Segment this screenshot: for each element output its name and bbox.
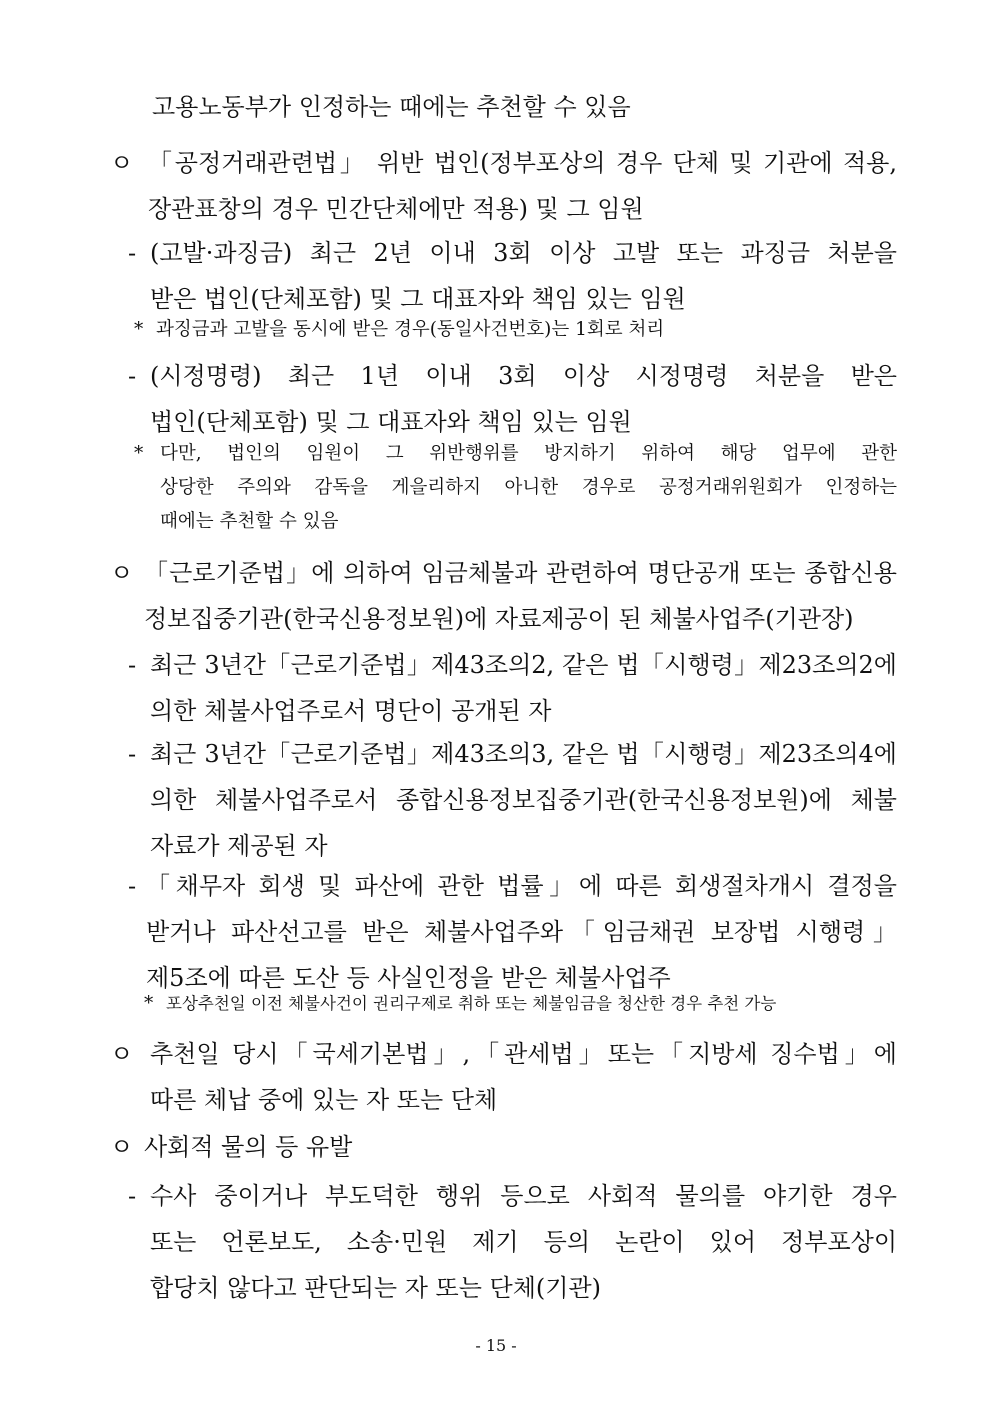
asterisk-marker: *	[134, 319, 144, 340]
dash-text: (고발·과징금) 최근 2년 이내 3회 이상 고발 또는 과징금 처분을 받은 법인(단체포함) 및 그 대표자와 책임 있는 임원	[150, 239, 897, 313]
page-number: - 15 -	[475, 1336, 517, 1355]
bullet-text: 추천일 당시「국세기본법」,「관세법」또는「지방세 징수법」에 따른 체납 중에 있는 자 또는 단체	[150, 1040, 897, 1114]
bullet-text: 「근로기준법」에 의하여 임금체불과 관련하여 명단공개 또는 종합신용 정보집중기관(한국신용정보원)에 자료제공이 된 체불사업주(기관장)	[144, 559, 897, 633]
dash-text: 최근 3년간「근로기준법」제43조의2, 같은 법「시행령」제23조의2에 의한 체불사업주로서 명단이 공개된 자	[150, 651, 897, 725]
dash-marker: -	[128, 872, 137, 900]
dash-item-correction-order	[128, 353, 897, 445]
note-item	[144, 987, 897, 1021]
bullet-item-labor-standards	[110, 550, 897, 642]
circle-bullet: ㅇ	[110, 149, 134, 177]
circle-bullet: ㅇ	[110, 559, 134, 587]
dash-marker: -	[128, 740, 137, 768]
bullet-text: 사회적 물의 등 유발	[144, 1133, 353, 1161]
bullet-item-fair-trade	[110, 140, 897, 232]
dash-text: (시정명령) 최근 1년 이내 3회 이상 시정명령 처분을 받은 법인(단체포함) 및 그 대표자와 책임 있는 임원	[150, 362, 897, 436]
dash-text: 「채무자 회생 및 파산에 관한 법률」에 따른 회생절차개시 결정을 받거나 파산선고를 받은 체불사업주와「임금채권 보장법 시행령」 제5조에 따른 도산 등 사실인정을 받은 체불사업주	[146, 872, 897, 992]
dash-text: 최근 3년간「근로기준법」제43조의3, 같은 법「시행령」제23조의4에 의한 체불사업주로서 종합신용정보집중기관(한국신용정보원)에 체불 자료가 제공된 자	[150, 740, 897, 860]
dash-item-rehabilitation-bankruptcy	[128, 863, 897, 1001]
dash-item-wage-arrears-published	[128, 642, 897, 734]
text-line-continued	[152, 84, 897, 130]
asterisk-marker: *	[134, 443, 144, 464]
bullet-item-social-controversy	[110, 1124, 897, 1170]
circle-bullet: ㅇ	[110, 1040, 134, 1068]
dash-item-investigation-immoral	[128, 1173, 897, 1311]
note-text: 다만, 법인의 임원이 그 위반행위를 방지하기 위하여 해당 업무에 관한 상당한 주의와 감독을 게을리하지 아니한 경우로 공정거래위원회가 인정하는 때에는 추천할 수 있음	[160, 443, 897, 532]
note-text: 포상추천일 이전 체불사건이 권리구제로 취하 또는 체불임금을 청산한 경우 추천 가능	[166, 994, 777, 1013]
asterisk-marker: *	[144, 993, 154, 1014]
dash-marker: -	[128, 1182, 137, 1210]
text-content: 고용노동부가 인정하는 때에는 추천할 수 있음	[152, 93, 631, 121]
bullet-text: 「공정거래관련법」 위반 법인(정부포상의 경우 단체 및 기관에 적용, 장관표창의 경우 민간단체에만 적용) 및 그 임원	[148, 149, 897, 223]
dash-item-indictment-fine	[128, 230, 897, 322]
note-item	[134, 313, 897, 347]
dash-item-wage-arrears-credit-info	[128, 731, 897, 869]
dash-marker: -	[128, 362, 137, 390]
dash-marker: -	[128, 239, 137, 267]
dash-marker: -	[128, 651, 137, 679]
note-text: 과징금과 고발을 동시에 받은 경우(동일사건번호)는 1회로 처리	[156, 319, 665, 340]
bullet-item-tax-arrears	[110, 1031, 897, 1123]
dash-text: 수사 중이거나 부도덕한 행위 등으로 사회적 물의를 야기한 경우 또는 언론보도, 소송·민원 제기 등의 논란이 있어 정부포상이 합당치 않다고 판단되는 자 또는 단체(기관)	[150, 1182, 897, 1302]
circle-bullet: ㅇ	[110, 1133, 134, 1161]
note-item	[134, 437, 897, 539]
